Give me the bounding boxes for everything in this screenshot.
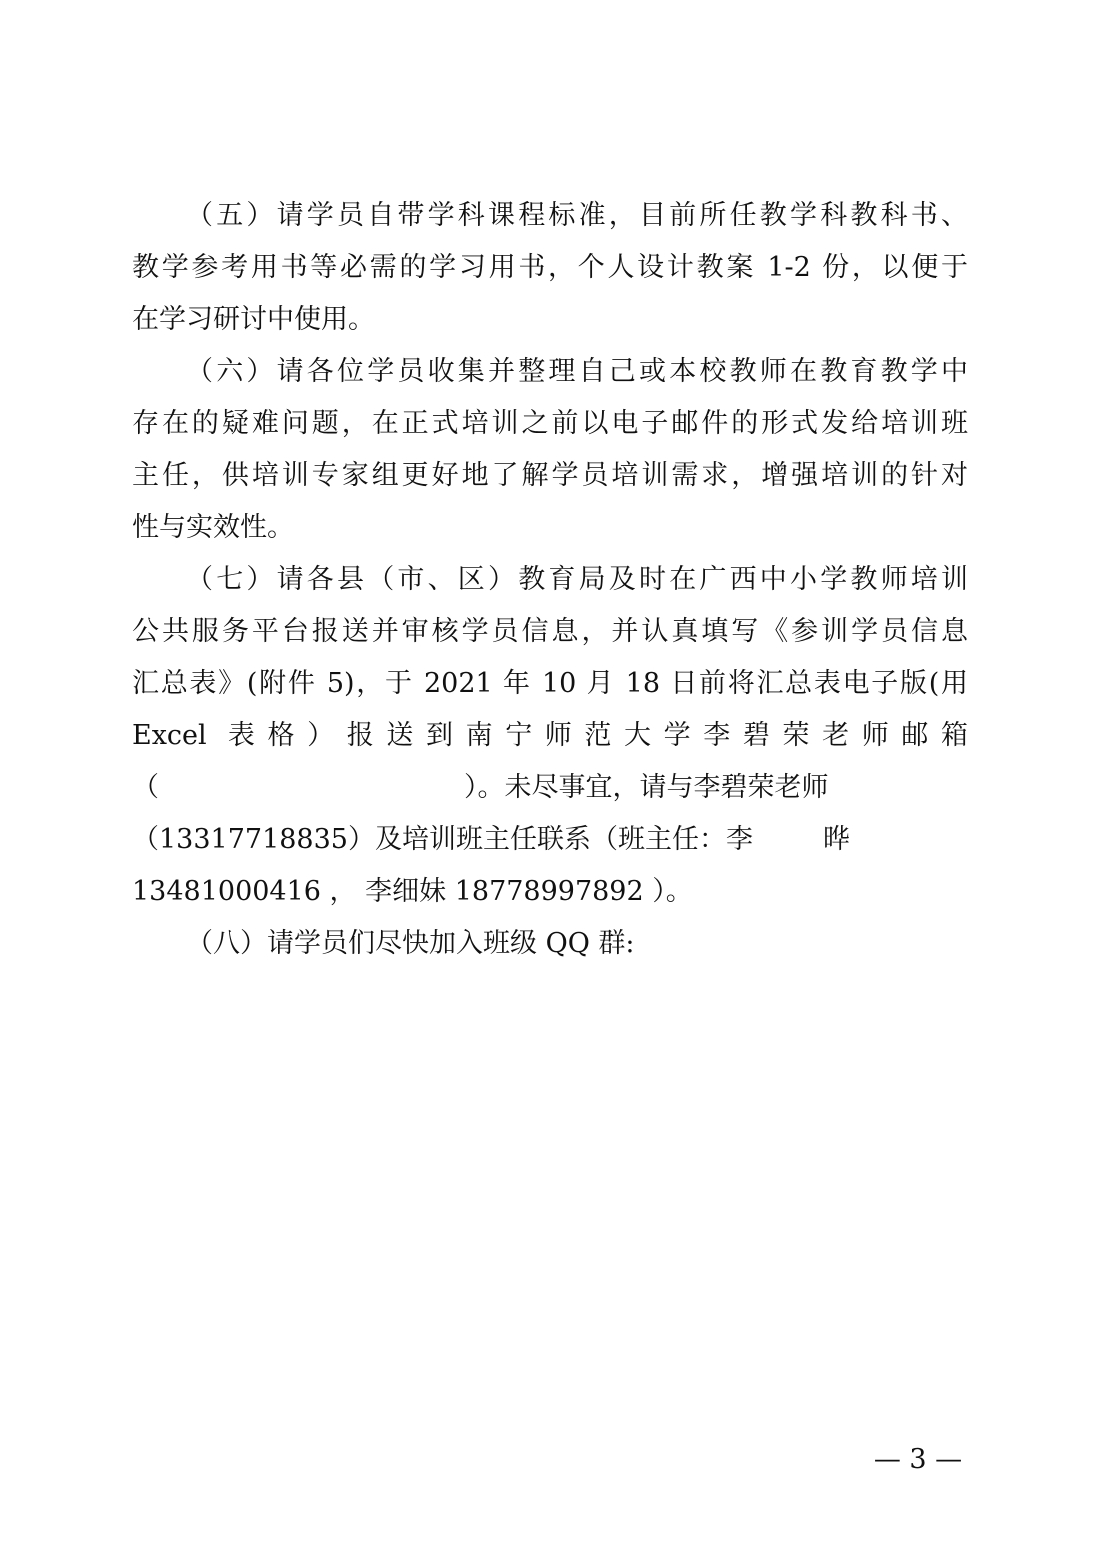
paragraph-7-line-2: 公共服务平台报送并审核学员信息，并认真填写《参训学员信息 (132, 616, 968, 647)
paragraph-6-line-2: 存在的疑难问题，在正式培训之前以电子邮件的形式发给培训班 (132, 408, 968, 439)
paragraph-5-line-1: （五）请学员自带学科课程标准，目前所任教学科教科书、 (186, 200, 968, 231)
open-parenthesis: （ (132, 772, 159, 803)
paragraph-7-line-6-text: （13317718835）及培训班主任联系（班主任：李 (132, 824, 753, 855)
paragraph-5-line-3: 在学习研讨中使用。 (132, 304, 375, 335)
paragraph-7-line-6 (132, 814, 968, 866)
paragraph-6-line-3: 主任，供培训专家组更好地了解学员培训需求，增强培训的针对 (132, 460, 968, 491)
paragraph-8-line-1: （八）请学员们尽快加入班级 QQ 群: (186, 928, 635, 959)
paragraph-6-line-4: 性与实效性。 (132, 512, 294, 543)
paragraph-6-line-1: （六）请各位学员收集并整理自己或本校教师在教育教学中 (186, 356, 968, 387)
paragraph-7-line-3: 汇总表》(附件 5)，于 2021 年 10 月 18 日前将汇总表电子版(用 (132, 668, 968, 699)
paragraph-7-line-6-end: 晔 (822, 824, 850, 855)
paragraph-7-line-5 (132, 762, 968, 814)
page-number: — 3 — (873, 1444, 963, 1475)
paragraph-7-line-1: （七）请各县（市、区）教育局及时在广西中小学教师培训 (186, 564, 968, 595)
paragraph-7-line-4: Excel 表格）报送到南宁师范大学李碧荣老师邮箱 (132, 720, 968, 751)
paragraph-5-line-2: 教学参考用书等必需的学习用书，个人设计教案 1-2 份，以便于 (132, 252, 968, 283)
paragraph-7-line-5-text: ）。未尽事宜，请与李碧荣老师 (464, 772, 829, 803)
paragraph-7-line-7: 13481000416 ， 李细妹 18778997892 ）。 (132, 876, 693, 907)
